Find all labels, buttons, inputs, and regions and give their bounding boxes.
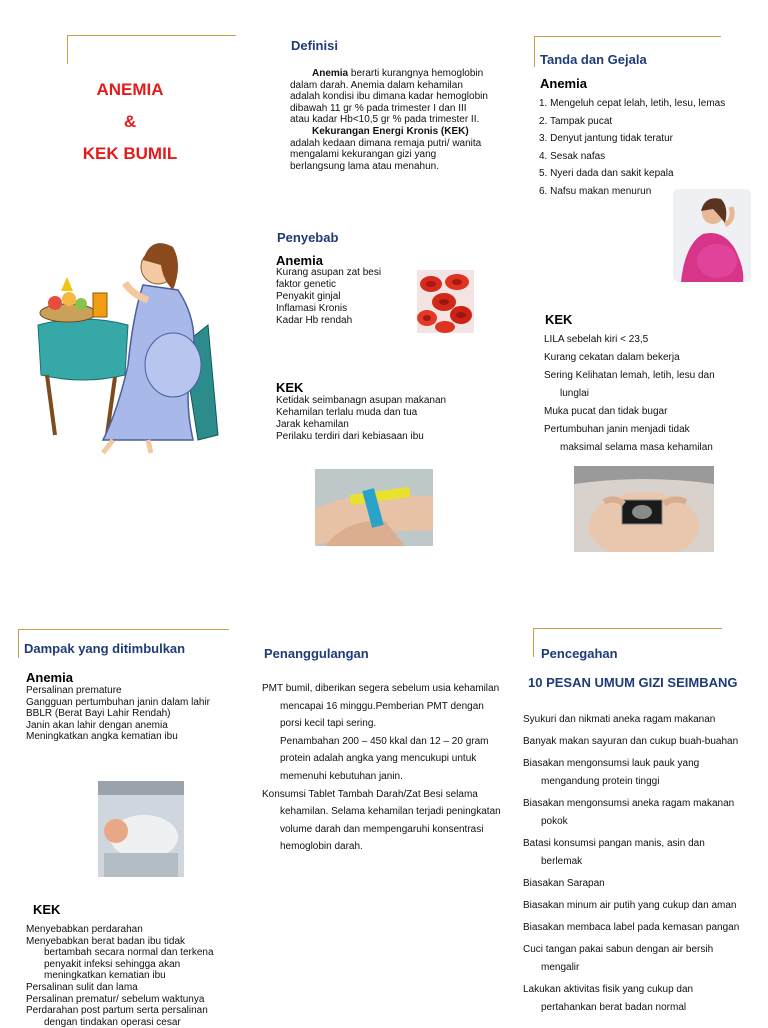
newborn-baby-photo [98, 781, 184, 877]
list-item: Jarak kehamilan [276, 419, 349, 430]
list-item: Kurang asupan zat besi [276, 267, 382, 278]
list-item: 3. Denyut jantung tidak teratur [539, 133, 673, 144]
dampak-kek-subheading: KEK [33, 902, 61, 917]
list-item: Kehamilan terlalu muda dan tua [276, 407, 418, 418]
list-item: faktor genetic [276, 279, 337, 290]
list-item: Perdarahan post partum serta persalinan dengan tindakan operasi cesar [26, 1005, 208, 1028]
dampak-anemia-subheading: Anemia [26, 670, 73, 685]
cover-title-line3: KEK BUMIL [82, 144, 178, 163]
list-item: Persalinan sulit dan lama [26, 981, 138, 993]
pencegahan-subheading: 10 PESAN UMUM GIZI SEIMBANG [528, 675, 738, 690]
list-item: Gangguan pertumbuhan janin dalam lahir [26, 696, 211, 708]
tanda-anemia-list [539, 95, 726, 200]
penyebab-heading: Penyebab [277, 230, 339, 245]
list-item: 2. Tampak pucat [539, 115, 613, 127]
penyebab-anemia-list [276, 267, 416, 327]
list-item: Syukuri dan nikmati aneka ragam makanan [523, 714, 716, 725]
list-item: Biasakan minum air putih yang cukup dan aman [523, 900, 737, 911]
list-item: Cuci tangan pakai sabun dengan air bersih mengalir [523, 944, 714, 973]
list-item: Kurang cekatan dalam bekerja [544, 352, 680, 363]
penyebab-kek-subheading: KEK [276, 380, 304, 395]
cover-title-line1: ANEMIA [96, 80, 164, 99]
tanda-heading: Tanda dan Gejala [540, 52, 647, 67]
list-item: Batasi konsumsi pangan manis, asin dan berlemak [523, 838, 705, 867]
red-blood-cells-image [417, 270, 474, 333]
list-item: Lakukan aktivitas fisik yang cukup dan pertahankan berat badan normal [523, 984, 694, 1013]
dampak-kek-list [26, 924, 238, 1028]
pencegahan-list [523, 711, 758, 1017]
ultrasound-belly-photo [574, 466, 714, 552]
list-item: Janin akan lahir dengan anemia [26, 719, 168, 731]
definisi-heading: Definisi [291, 38, 338, 53]
tanda-kek-subheading: KEK [545, 312, 573, 327]
definisi-kek-term: Kekurangan Energi Kronis (KEK) [312, 125, 469, 137]
list-item: Menyebabkan perdarahan [26, 924, 143, 935]
list-item: Biasakan membaca label pada kemasan pangan [523, 922, 740, 933]
list-item: Biasakan mengonsumsi lauk pauk yang mengandung protein tinggi [523, 758, 700, 787]
list-item: 1. Mengeluh cepat lelah, letih, lesu, lemas [539, 98, 726, 109]
list-item: Perilaku terdiri dari kebiasaan ibu [276, 431, 424, 442]
tanda-anemia-subheading: Anemia [540, 76, 587, 91]
list-item: Banyak makan sayuran dan cukup buah-buahan [523, 736, 739, 747]
definisi-anemia-text: berarti kurangnya hemoglobin dalam darah. Anemia dalam kehamilan adalah kondisi ibu dimana kadar hemoglobin dibawah 11 gr % pada trimester I dan III atau kadar Hb<10,5 gr % pada trimester II. [290, 68, 488, 126]
list-item: Penyakit ginjal [276, 291, 341, 302]
list-item: Persalinan premature [26, 685, 122, 696]
definisi-anemia-term: Anemia [312, 68, 349, 79]
list-item: Sering Kelihatan lemah, letih, lesu dan lunglai [544, 370, 715, 399]
pregnant-woman-illustration [33, 225, 233, 455]
definisi-kek-text: adalah kedaan dimana remaja putri/ wanita mengalami kekurangan gizi yang berlangsung lama atau menahun. [290, 137, 482, 172]
tired-pregnant-woman-photo [673, 189, 751, 282]
list-item: 5. Nyeri dada dan sakit kepala [539, 168, 674, 179]
penyebab-anemia-subheading: Anemia [276, 253, 323, 268]
dampak-anemia-list [26, 685, 236, 743]
list-item: Kadar Hb rendah [276, 315, 353, 326]
list-item: Penambahan 200 – 450 kkal dan 12 – 20 gram protein adalah angka yang mencukupi untuk memenuhi kebutuhan janin. [280, 735, 489, 782]
list-item: 6. Nafsu makan menurun [539, 185, 652, 197]
penanggulangan-list [262, 680, 507, 856]
cover-title-line2: & [123, 112, 137, 131]
dampak-heading: Dampak yang ditimbulkan [24, 641, 186, 656]
list-item: Inflamasi Kronis [276, 303, 348, 314]
list-item: Biasakan Sarapan [523, 878, 605, 889]
list-item: Pertumbuhan janin menjadi tidak maksimal selama masa kehamilan [544, 424, 713, 453]
list-item: Menyebabkan berat badan ibu tidak bertambah secara normal dan terkena penyakit infeksi sehingga akan meningkatkan kematian ibu [26, 935, 214, 982]
arm-measuring-tape-photo [315, 469, 433, 546]
list-item: Biasakan mengonsumsi aneka ragam makanan pokok [523, 798, 735, 827]
list-item: LILA sebelah kiri < 23,5 [544, 334, 649, 345]
penanggulangan-heading: Penanggulangan [264, 646, 369, 661]
penyebab-kek-list [276, 395, 476, 443]
list-item: Persalinan prematur/ sebelum waktunya [26, 993, 205, 1005]
definisi-body [290, 68, 488, 172]
list-item: PMT bumil, diberikan segera sebelum usia kehamilan mencapai 16 minggu.Pemberian PMT dengan porsi kecil tapi sering. [262, 683, 500, 730]
list-item: Konsumsi Tablet Tambah Darah/Zat Besi selama kehamilan. Selama kehamilan terjadi peningkatan volume darah dan mempengaruhi konsentrasi hemoglobin darah. [262, 788, 501, 853]
pencegahan-heading: Pencegahan [541, 646, 618, 661]
list-item: Meningkatkan angka kematian ibu [26, 731, 178, 742]
list-item: 4. Sesak nafas [539, 150, 606, 162]
list-item: BBLR (Berat Bayi Lahir Rendah) [26, 708, 171, 719]
list-item: Muka pucat dan tidak bugar [544, 406, 668, 417]
corner-decoration-cover [67, 35, 236, 64]
tanda-kek-list [544, 331, 734, 457]
list-item: Ketidak seimbanagn asupan makanan [276, 395, 447, 406]
